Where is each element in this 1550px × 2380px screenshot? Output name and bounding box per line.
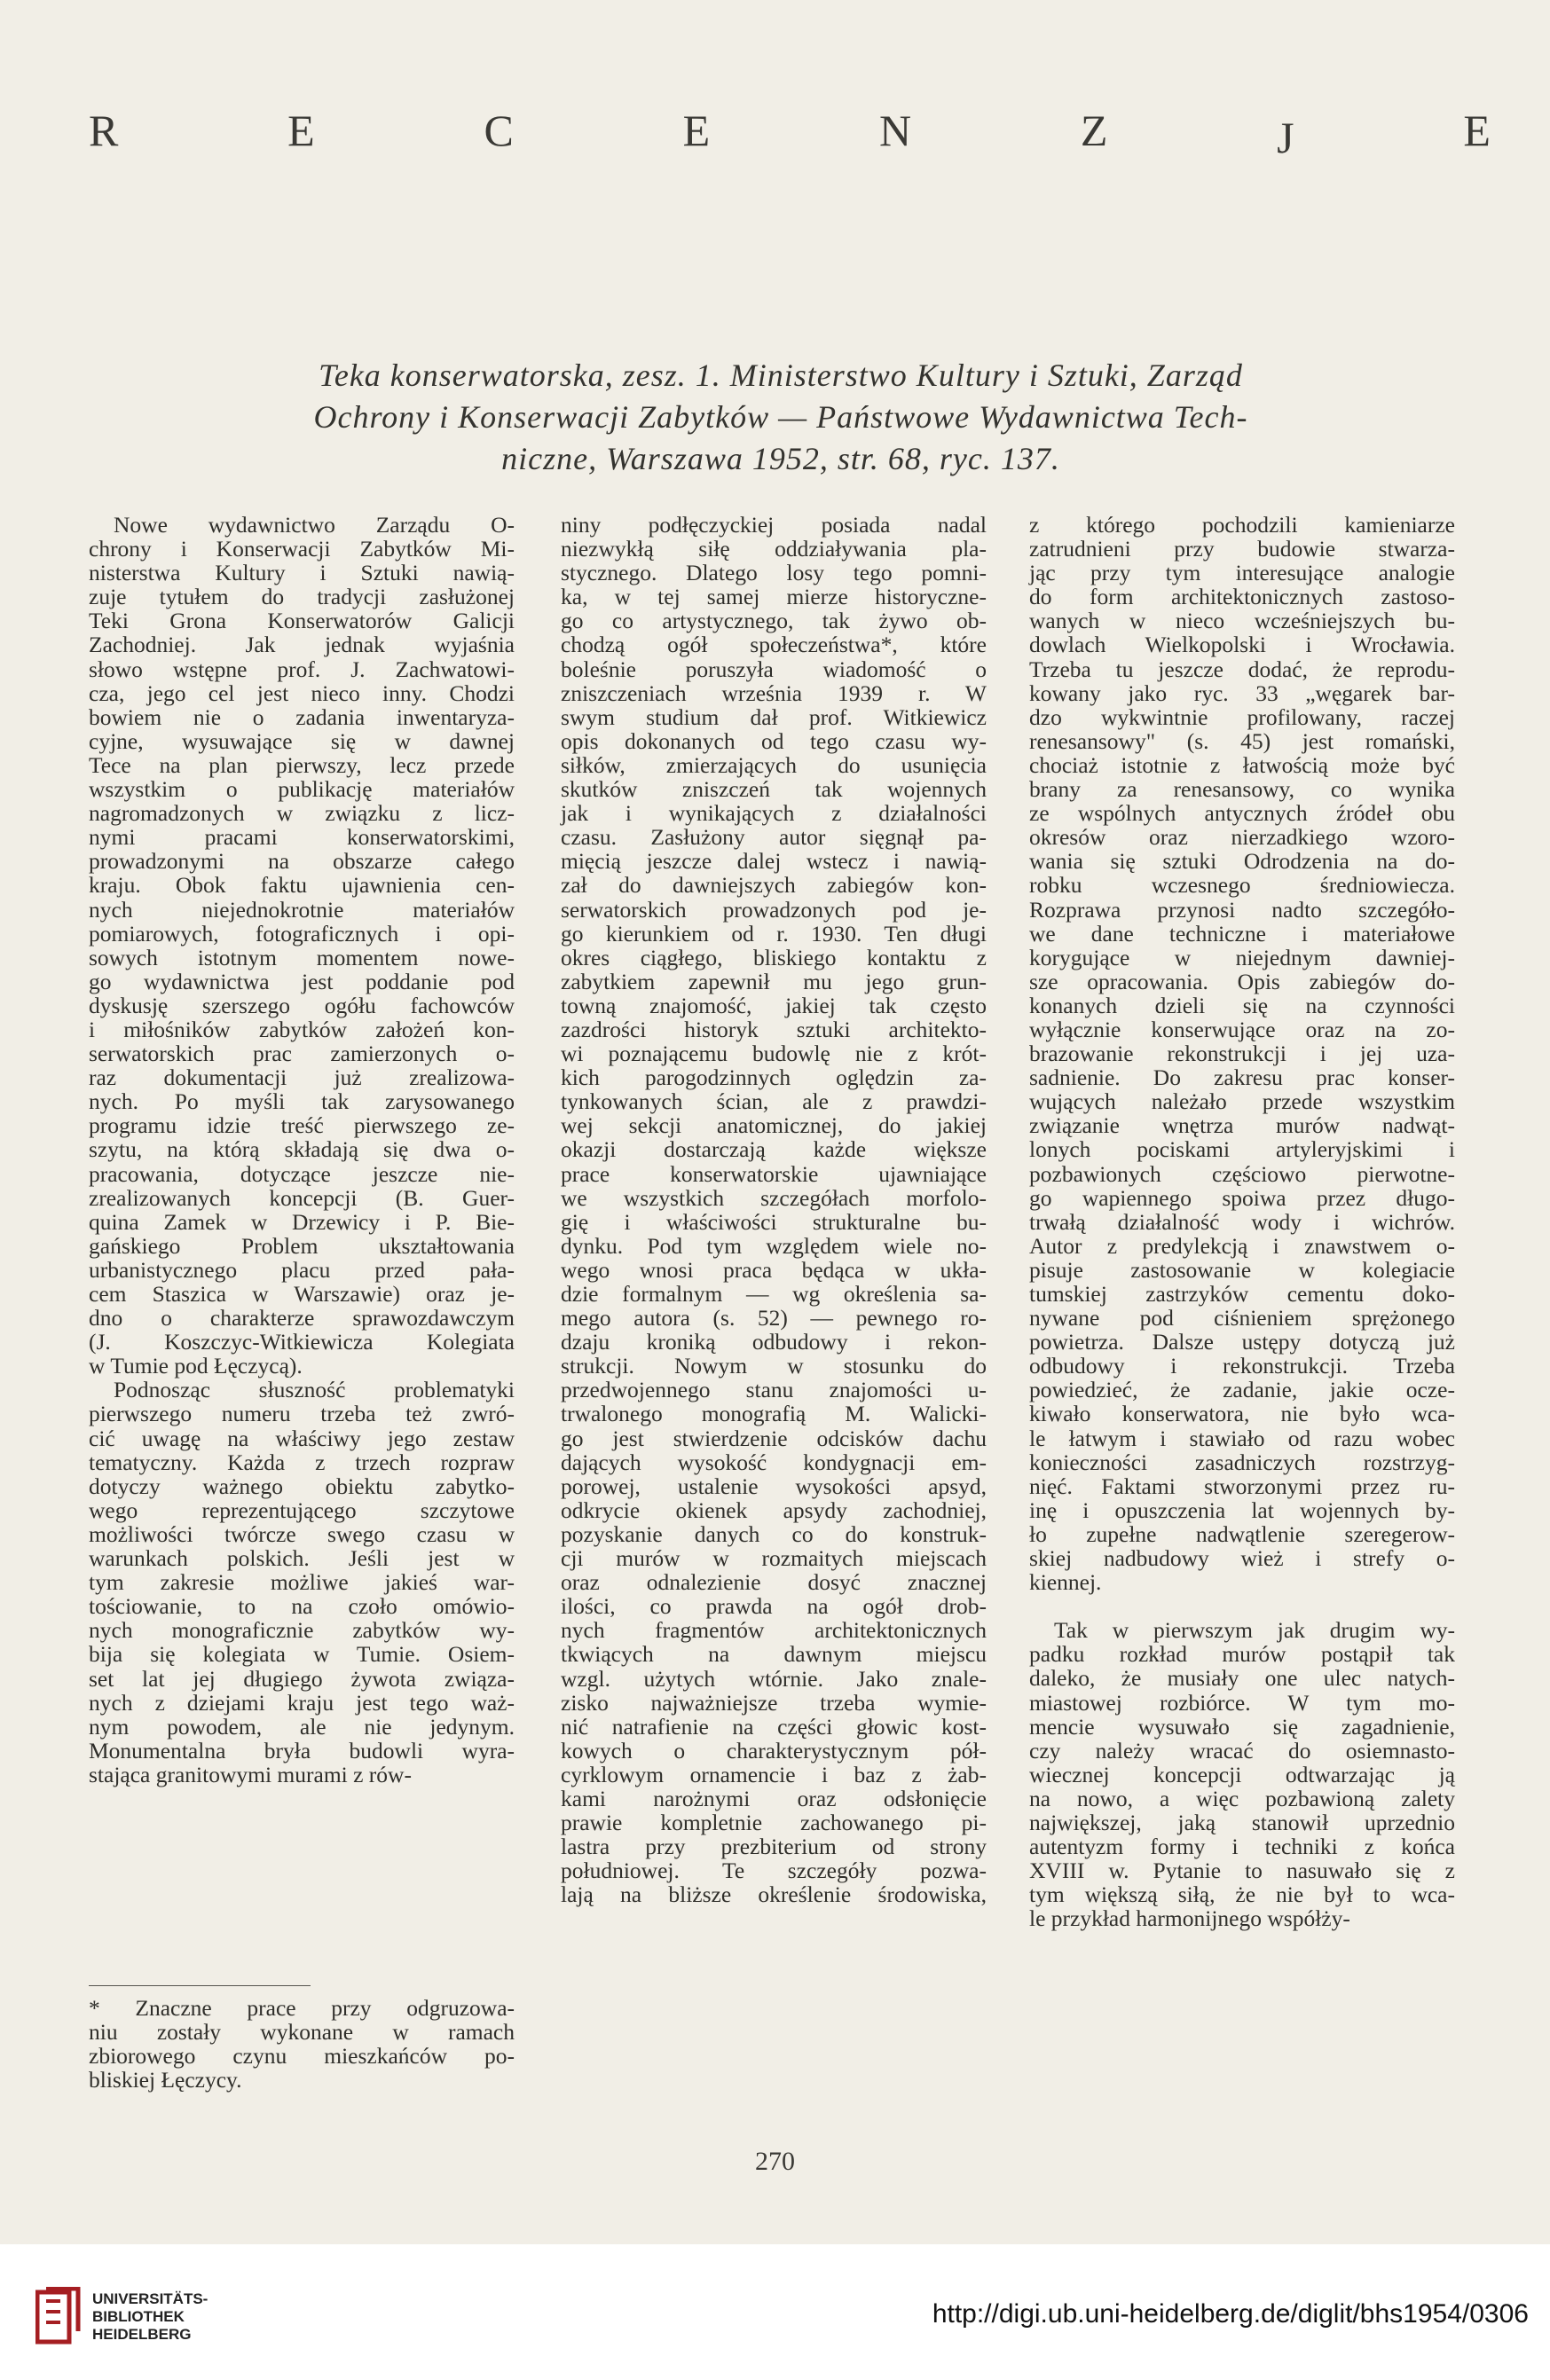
text-line: oraz odnalezienie dosyć znacznej xyxy=(561,1569,987,1596)
text-line: prace konserwatorskie ujawniające xyxy=(561,1160,987,1187)
text-line: le przykład harmonijnego współży- xyxy=(1029,1905,1350,1932)
text-line: pracowania, dotyczące jeszcze nie- xyxy=(89,1160,515,1187)
text-line: pisuje zastosowanie w kolegiacie xyxy=(1029,1256,1455,1283)
text-line: południowej. Te szczegóły pozwa- xyxy=(561,1858,987,1884)
text-line: nych niejednokrotnie materiałów xyxy=(89,896,515,923)
text-line: zał do dawniejszych zabiegów kon- xyxy=(561,872,987,899)
text-line: wej sekcji anatomicznej, do jakiej xyxy=(561,1112,987,1139)
text-line: cji murów w rozmaitych miejscach xyxy=(561,1545,987,1572)
text-line: powietrza. Dalsze ustępy dotyczą już xyxy=(1029,1329,1455,1355)
text-line: i miłośników zabytków założeń kon- xyxy=(89,1016,515,1042)
text-line: set lat jej długiego żywota związa- xyxy=(89,1665,515,1692)
text-line: nych. Po myśli tak zarysowanego xyxy=(89,1088,515,1115)
text-line: z którego pochodzili kamieniarze xyxy=(1029,512,1455,538)
text-line: Monumentalna bryła budowli wyra- xyxy=(89,1737,515,1763)
heading-letter: J xyxy=(1277,113,1294,162)
text-line: czy należy wracać do osiemnasto- xyxy=(1029,1737,1455,1763)
text-line: cem Staszica w Warszawie) oraz je- xyxy=(89,1281,515,1307)
section-heading xyxy=(89,105,1491,162)
text-line: możliwości twórcze swego czasu w xyxy=(89,1520,515,1547)
text-line: dzo wykwintnie profilowany, raczej xyxy=(1029,703,1455,730)
text-line: jak i wynikających z działalności xyxy=(561,800,987,827)
text-line: tościowanie, to na czoło omówio- xyxy=(89,1593,515,1620)
text-line: dzaju kroniką odbudowy i rekon- xyxy=(561,1329,987,1355)
text-line: tym zakresie możliwe jakieś war- xyxy=(89,1569,515,1596)
text-line: pozyskanie danych co do konstruk- xyxy=(561,1520,987,1547)
text-line: opis dokonanych od tego czasu wy- xyxy=(561,727,987,754)
text-line: wego wnosi praca będąca w ukła- xyxy=(561,1256,987,1283)
text-line: inę i opuszczenia lat wojennych by- xyxy=(1029,1496,1455,1523)
text-line: związanie wnętrza murów nadwąt- xyxy=(1029,1112,1455,1139)
text-line: korygujące w niejednym dawniej- xyxy=(1029,944,1455,970)
text-line: sowych istotnym momentem nowe- xyxy=(89,944,515,970)
text-line: czasu. Zasłużony autor sięgnął pa- xyxy=(561,824,987,851)
text-line: bliskiej Łęczycy. xyxy=(89,2067,242,2093)
text-line: stycznego. Dlatego losy tego pomni- xyxy=(561,560,987,586)
text-line: padku rozkład murów postąpił tak xyxy=(1029,1641,1455,1668)
text-line: zniszczeniach września 1939 r. W xyxy=(561,679,987,706)
text-line: swym studium dał prof. Witkiewicz xyxy=(561,703,987,730)
text-line: zuje tytułem do tradycji zasłużonej xyxy=(89,584,515,610)
text-line: boleśnie poruszyła wiadomość o xyxy=(561,656,987,682)
text-line: mego autora (s. 52) — pewnego ro- xyxy=(561,1305,987,1331)
text-line: sze opracowania. Opis zabiegów do- xyxy=(1029,968,1455,994)
text-line: wiecznej koncepcji odtwarzając ją xyxy=(1029,1761,1455,1787)
review-title-line: Teka konserwatorska, zesz. 1. Ministerstwo Kultury i Sztuki, Zarząd xyxy=(319,357,1243,393)
text-line: chociaż istotnie z łatwością może być xyxy=(1029,751,1455,778)
text-line: gię i właściwości strukturalne bu- xyxy=(561,1208,987,1235)
text-line: go co artystycznego, tak żywo ob- xyxy=(561,608,987,634)
text-line: okresów oraz nierzadkiego wzoro- xyxy=(1029,824,1455,851)
text-line: cza, jego cel jest nieco inny. Chodzi xyxy=(89,679,515,706)
text-line: Tak w pierwszym jak drugim wy- xyxy=(1054,1617,1455,1644)
text-line: zatrudnieni przy budowie stwarza- xyxy=(1029,536,1455,562)
text-line: lastra przy prezbiterium od strony xyxy=(561,1834,987,1860)
text-line: chodzą ogół społeczeństwa*, które xyxy=(561,632,987,658)
text-line: le łatwym i stawiało od razu wobec xyxy=(1029,1425,1455,1451)
text-line: okres ciągłego, bliskiego kontaktu z xyxy=(561,944,987,970)
text-line: towną znajomość, jakiej tak często xyxy=(561,992,987,1018)
text-line: siłków, zmierzających do usunięcia xyxy=(561,751,987,778)
text-line: zisko najważniejsze trzeba wymie- xyxy=(561,1689,987,1716)
text-line: Rozprawa przynosi nadto szczegóło- xyxy=(1029,896,1455,923)
text-line: nisterstwa Kultury i Sztuki nawią- xyxy=(89,560,515,586)
text-line: kich parogodzinnych oględzin za- xyxy=(561,1064,987,1091)
text-line: stająca granitowymi murami z rów- xyxy=(89,1761,412,1787)
text-line: go wapiennego spoiwa przez długo- xyxy=(1029,1184,1455,1211)
text-line: nych monograficznie zabytków wy- xyxy=(89,1617,515,1644)
text-line: brazowanie rekonstrukcji i jej uza- xyxy=(1029,1041,1455,1067)
text-line: daleko, że musiały one ulec natych- xyxy=(1029,1665,1455,1692)
text-line: kowany jako ryc. 33 „węgarek bar- xyxy=(1029,679,1455,706)
text-line: wujących należało przede wszystkim xyxy=(1029,1088,1455,1115)
text-line: zrealizowanych koncepcji (B. Guer- xyxy=(89,1184,515,1211)
text-line: kowych o charakterystycznym pół- xyxy=(561,1737,987,1763)
text-line: ze wspólnych antycznych źródeł obu xyxy=(1029,800,1455,827)
text-column-3 xyxy=(1029,513,1455,1930)
text-column-2 xyxy=(561,513,987,1906)
text-line: urbanistycznego placu przed pała- xyxy=(89,1256,515,1283)
library-name-line: BIBLIOTHEK xyxy=(92,2308,185,2325)
text-line: lają na bliższe określenie środowiska, xyxy=(561,1881,987,1908)
text-line: zazdrości historyk sztuki architekto- xyxy=(561,1016,987,1042)
text-line: słowo wstępne prof. J. Zachwatowi- xyxy=(89,656,515,682)
text-line: Nowe wydawnictwo Zarządu O- xyxy=(114,512,515,538)
text-line: cić uwagę na właściwy jego zestaw xyxy=(89,1425,515,1451)
text-line: wyłącznie konserwujące oraz na zo- xyxy=(1029,1016,1455,1042)
text-line: tematyczny. Każda z trzech rozpraw xyxy=(89,1449,515,1475)
heading-letter: E xyxy=(1463,106,1491,155)
footnote xyxy=(89,1996,515,2092)
university-library-logo-icon xyxy=(35,2287,82,2345)
text-line: jąc przy tym interesujące analogie xyxy=(1029,560,1455,586)
page-number: 270 xyxy=(755,2147,795,2176)
text-line: powiedzieć, że zadanie, jakie ocze- xyxy=(1029,1377,1455,1403)
text-line: prawie kompletnie zachowanego pi- xyxy=(561,1810,987,1836)
text-line: serwatorskich prowadzonych pod je- xyxy=(561,896,987,923)
text-line: raz dokumentacji już zrealizowa- xyxy=(89,1064,515,1091)
text-line: wi poznającemu budowlę nie z krót- xyxy=(561,1041,987,1067)
source-url-link[interactable]: http://digi.ub.uni-heidelberg.de/diglit/bhs1954/0306 xyxy=(932,2299,1529,2329)
text-line: chrony i Konserwacji Zabytków Mi- xyxy=(89,536,515,562)
text-line: * Znaczne prace przy odgruzowa- xyxy=(89,1995,515,2021)
text-line: go kierunkiem od r. 1930. Ten długi xyxy=(561,920,987,947)
text-line: tumskiej zastrzyków cementu doko- xyxy=(1029,1281,1455,1307)
text-line: sadnienie. Do zakresu prac konser- xyxy=(1029,1064,1455,1091)
text-line: nych fragmentów architektonicznych xyxy=(561,1617,987,1644)
text-line: kiennej. xyxy=(1029,1569,1102,1596)
text-line: kiwało konserwatora, nie było wca- xyxy=(1029,1401,1455,1427)
heading-letter: E xyxy=(287,106,315,155)
text-line: autentyzm formy i techniki z końca xyxy=(1029,1834,1455,1860)
heading-letter: C xyxy=(484,106,514,155)
text-line: tkwiących na dawnym miejscu xyxy=(561,1641,987,1668)
heading-letter: R xyxy=(89,106,119,155)
text-line: nić natrafienie na części głowic kost- xyxy=(561,1713,987,1740)
text-line: Podnosząc słuszność problematyki xyxy=(114,1377,515,1403)
text-line: wanych w nieco wcześniejszych bu- xyxy=(1029,608,1455,634)
text-line: wzgl. użytych wtórnie. Jako znale- xyxy=(561,1665,987,1692)
text-line: pierwszego numeru trzeba też zwró- xyxy=(89,1401,515,1427)
text-line: mencie wysuwało się zagadnienie, xyxy=(1029,1713,1455,1740)
text-line: dających wysokość kondygnacji em- xyxy=(561,1449,987,1475)
text-line: pozbawionych częściowo pierwotne- xyxy=(1029,1160,1455,1187)
text-line: miastowej rozbiórce. W tym mo- xyxy=(1029,1689,1455,1716)
text-line: quina Zamek w Drzewicy i P. Bie- xyxy=(89,1208,515,1235)
text-line: prowadzonymi na obszarze całego xyxy=(89,848,515,875)
text-line: niezwykłą siłę oddziaływania pla- xyxy=(561,536,987,562)
text-line: Teki Grona Konserwatorów Galicji xyxy=(89,608,515,634)
text-line: zbiorowego czynu mieszkańców po- xyxy=(89,2043,515,2070)
text-line: nięć. Faktami stworzonymi przez ru- xyxy=(1029,1473,1455,1499)
library-name-line: UNIVERSITÄTS- xyxy=(92,2290,209,2307)
text-line: konieczności zasadniczych rozstrzyg- xyxy=(1029,1449,1455,1475)
text-line: zabytkiem zapewnił mu jego grun- xyxy=(561,968,987,994)
review-title xyxy=(213,355,1349,480)
text-line: wszystkim o publikację materiałów xyxy=(89,776,515,803)
text-line: do form architektonicznych zastoso- xyxy=(1029,584,1455,610)
text-line: tynkowanych ścian, ale z prawdzi- xyxy=(561,1088,987,1115)
text-line: dzie formalnym — wg określenia sa- xyxy=(561,1281,987,1307)
text-line: skiej nadbudowy wież i strefy o- xyxy=(1029,1545,1455,1572)
text-line: cyrklowym ornamencie i baz z żab- xyxy=(561,1761,987,1787)
text-line: trwalonego monografią M. Walicki- xyxy=(561,1401,987,1427)
text-line: go wydawnictwa jest poddanie pod xyxy=(89,968,515,994)
heading-letter: N xyxy=(878,106,912,155)
footnote-rule xyxy=(89,1985,311,1986)
text-line: mięcią jeszcze dalej wstecz i nawią- xyxy=(561,848,987,875)
text-line: serwatorskich prac zamierzonych o- xyxy=(89,1041,515,1067)
text-line: dno o charakterze sprawozdawczym xyxy=(89,1305,515,1331)
text-line: programu idzie treść pierwszego ze- xyxy=(89,1112,515,1139)
text-line: tym większą siłą, że nie był to wca- xyxy=(1029,1881,1455,1908)
text-line: w Tumie pod Łęczycą). xyxy=(89,1353,303,1379)
text-line: niny podłęczyckiej posiada nadal xyxy=(561,512,987,538)
text-line: konanych dzieli się na czynności xyxy=(1029,992,1455,1018)
text-line: strukcji. Nowym w stosunku do xyxy=(561,1353,987,1379)
library-name-line: HEIDELBERG xyxy=(92,2326,192,2343)
text-line: odkrycie okienek apsydy zachodniej, xyxy=(561,1496,987,1523)
text-line: robku wczesnego średniowiecza. xyxy=(1029,872,1455,899)
text-line: porowej, ustalenie wysokości apsyd, xyxy=(561,1473,987,1499)
text-line: szytu, na którą składają się dwa o- xyxy=(89,1136,515,1163)
text-line: Trzeba tu jeszcze dodać, że reprodu- xyxy=(1029,656,1455,682)
library-name xyxy=(92,2290,208,2344)
text-line: ilości, co prawda na ogół drob- xyxy=(561,1593,987,1620)
text-line: nymi pracami konserwatorskimi, xyxy=(89,824,515,851)
text-line: (J. Koszczyc-Witkiewicza Kolegiata xyxy=(89,1329,515,1355)
text-line: dyskusję szerszego ogółu fachowców xyxy=(89,992,515,1018)
text-line: dotyczy ważnego obiektu zabytko- xyxy=(89,1473,515,1499)
text-line: bowiem nie o zadania inwentaryza- xyxy=(89,703,515,730)
text-line: skutków zniszczeń tak wojennych xyxy=(561,776,987,803)
text-line: dowlach Wielkopolski i Wrocławia. xyxy=(1029,632,1455,658)
text-line: odbudowy i rekonstrukcji. Trzeba xyxy=(1029,1353,1455,1379)
heading-letter: E xyxy=(682,106,711,155)
review-title-line: Ochrony i Konserwacji Zabytków — Państwowe Wydawnictwa Tech- xyxy=(313,399,1248,435)
text-line: trwałą działalność wody i wichrów. xyxy=(1029,1208,1455,1235)
text-line: na nowo, a więc pozbawioną zalety xyxy=(1029,1785,1455,1811)
text-line: niu zostały wykonane w ramach xyxy=(89,2019,515,2046)
text-column-1 xyxy=(89,513,515,1787)
text-line: we dane techniczne i materiałowe xyxy=(1029,920,1455,947)
text-line: największej, jaką stanowił uprzednio xyxy=(1029,1809,1455,1835)
text-line: renesansowy" (s. 45) jest romański, xyxy=(1029,727,1455,754)
text-line: wego reprezentującego szczytowe xyxy=(89,1496,515,1523)
text-line: nych z dziejami kraju jest tego waż- xyxy=(89,1689,515,1716)
text-line: cyjne, wysuwające się w dawnej xyxy=(89,727,515,754)
text-line: pomiarowych, fotograficznych i opi- xyxy=(89,920,515,947)
text-line: nagromadzonych w związku z licz- xyxy=(89,800,515,827)
text-line: wania się sztuki Odrodzenia na do- xyxy=(1029,848,1455,875)
text-line: lonych pociskami artyleryjskimi i xyxy=(1029,1136,1455,1163)
text-line: Autor z predylekcją i znawstwem o- xyxy=(1029,1232,1455,1259)
text-line: dynku. Pod tym względem wiele no- xyxy=(561,1232,987,1259)
text-line: nywane pod ciśnieniem sprężonego xyxy=(1029,1305,1455,1331)
text-line: Zachodniej. Jak jednak wyjaśnia xyxy=(89,632,515,658)
text-line: przedwojennego stanu znajomości u- xyxy=(561,1377,987,1403)
text-line: bija się kolegiata w Tumie. Osiem- xyxy=(89,1641,515,1668)
text-line: ka, w tej samej mierze historyczne- xyxy=(561,584,987,610)
text-line: kami narożnymi oraz odsłonięcie xyxy=(561,1785,987,1811)
text-line: kraju. Obok faktu ujawnienia cen- xyxy=(89,872,515,899)
text-line: XVIII w. Pytanie to nasuwało się z xyxy=(1029,1858,1455,1884)
text-line: brany za renesansowy, co wynika xyxy=(1029,776,1455,803)
review-title-line: niczne, Warszawa 1952, str. 68, ryc. 137. xyxy=(501,441,1060,476)
text-line: go jest stwierdzenie odcisków dachu xyxy=(561,1425,987,1451)
text-line: warunkach polskich. Jeśli jest w xyxy=(89,1545,515,1572)
text-line: Tece na plan pierwszy, lecz przede xyxy=(89,751,515,778)
text-line: okazji dostarczają każde większe xyxy=(561,1136,987,1163)
heading-letter: Z xyxy=(1080,106,1108,155)
text-line: we wszystkich szczegółach morfolo- xyxy=(561,1184,987,1211)
text-line: ło zupełne nadwątlenie szeregerow- xyxy=(1029,1520,1455,1547)
text-line: gańskiego Problem ukształtowania xyxy=(89,1232,515,1259)
text-line: nym powodem, ale nie jedynym. xyxy=(89,1713,515,1740)
